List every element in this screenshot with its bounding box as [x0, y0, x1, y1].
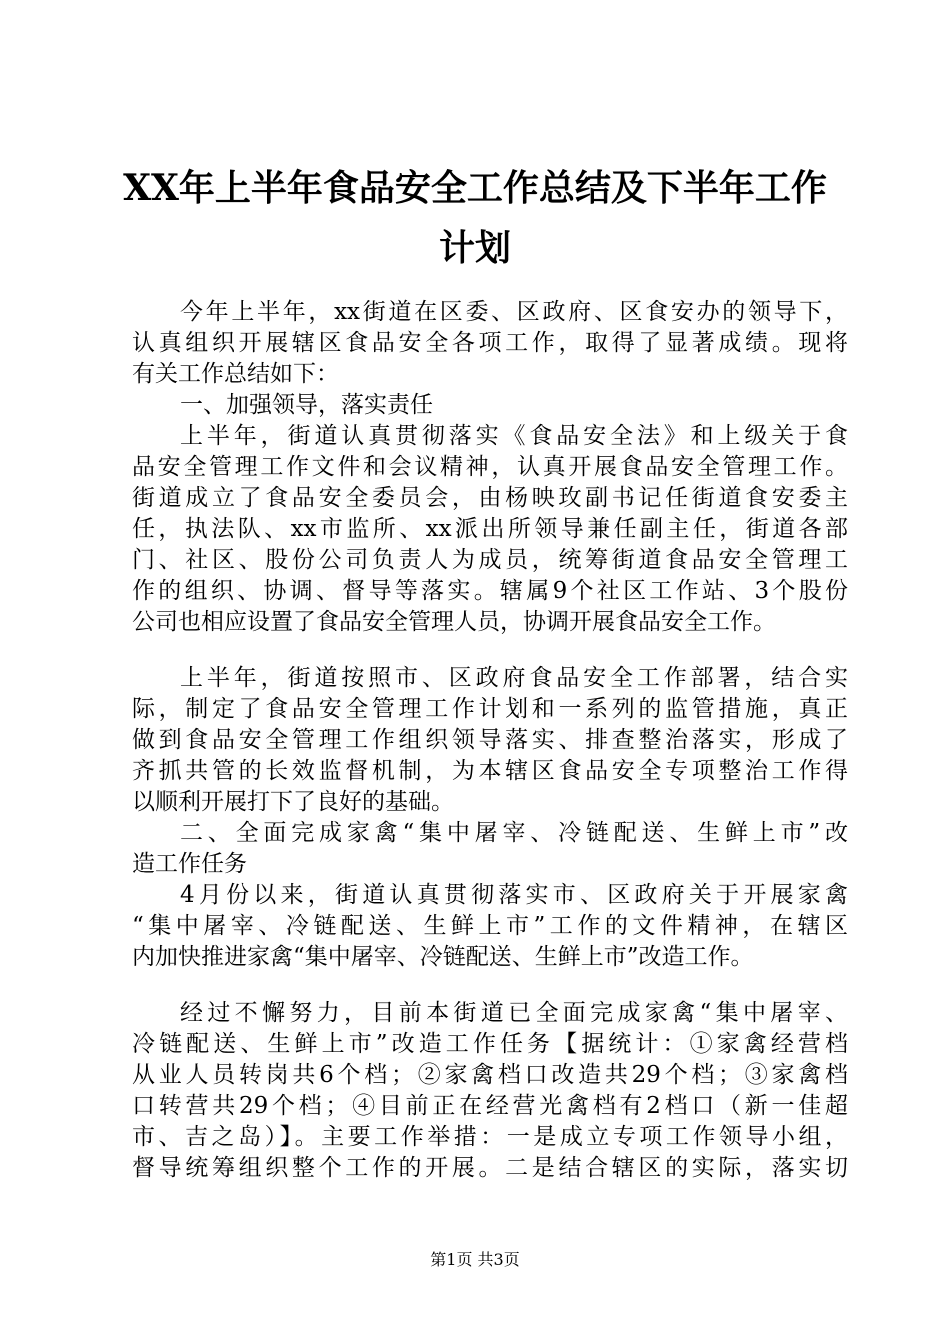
section-heading-continued: 造工作任务	[132, 851, 247, 877]
body-line: 齐抓共管的长效监督机制，为本辖区食品安全专项整治工作得	[132, 758, 848, 784]
body-line: 际，制定了食品安全管理工作计划和一系列的监管措施，真正	[132, 696, 848, 722]
body-line: “集中屠宰、冷链配送、生鲜上市”工作的文件精神，在辖区	[132, 913, 848, 939]
section-heading: 一、加强领导，落实责任	[180, 392, 433, 418]
body-line: 口转营共29个档；④目前正在经营光禽档有2档口（新一佳超	[132, 1093, 848, 1119]
body-line: 上半年，街道认真贯彻落实《食品安全法》和上级关于食	[180, 423, 848, 449]
document-title-line-1: XX年上半年食品安全工作总结及下半年工作	[123, 167, 827, 209]
body-line: 认真组织开展辖区食品安全各项工作，取得了显著成绩。现将	[132, 330, 848, 356]
body-line: 冷链配送、生鲜上市”改造工作任务【据统计：①家禽经营档	[132, 1031, 848, 1057]
body-line: 门、社区、股份公司负责人为成员，统筹街道食品安全管理工	[132, 547, 848, 573]
body-line: 以顺利开展打下了良好的基础。	[132, 789, 454, 815]
body-line: 从业人员转岗共6个档；②家禽档口改造共29个档；③家禽档	[132, 1062, 848, 1088]
body-line: 4月份以来，街道认真贯彻落实市、区政府关于开展家禽	[180, 882, 848, 908]
body-line: 作的组织、协调、督导等落实。辖属9个社区工作站、3个股份	[132, 578, 848, 604]
body-line: 上半年，街道按照市、区政府食品安全工作部署，结合实	[180, 665, 848, 691]
body-line: 市、吉之岛）】。主要工作举措：一是成立专项工作领导小组，	[132, 1124, 848, 1150]
body-line: 做到食品安全管理工作组织领导落实、排查整治落实，形成了	[132, 727, 848, 753]
body-line: 品安全管理工作文件和会议精神，认真开展食品安全管理工作。	[132, 454, 848, 480]
body-line: 有关工作总结如下：	[132, 361, 339, 387]
body-line: 经过不懈努力，目前本街道已全面完成家禽“集中屠宰、	[180, 1000, 848, 1026]
body-line: 任，执法队、xx市监所、xx派出所领导兼任副主任，街道各部	[132, 516, 848, 542]
body-line: 街道成立了食品安全委员会，由杨映玫副书记任街道食安委主	[132, 485, 848, 511]
body-line: 内加快推进家禽“集中屠宰、冷链配送、生鲜上市”改造工作。	[132, 944, 754, 970]
section-heading: 二、全面完成家禽“集中屠宰、冷链配送、生鲜上市”改	[180, 820, 848, 846]
document-title-line-2: 计划	[438, 227, 511, 269]
body-line: 今年上半年，xx街道在区委、区政府、区食安办的领导下，	[180, 299, 848, 325]
body-line: 督导统筹组织整个工作的开展。二是结合辖区的实际，落实切	[132, 1155, 848, 1181]
body-line: 公司也相应设置了食品安全管理人员，协调开展食品安全工作。	[132, 609, 776, 635]
page-number-footer: 第1页 共3页	[430, 1250, 520, 1269]
